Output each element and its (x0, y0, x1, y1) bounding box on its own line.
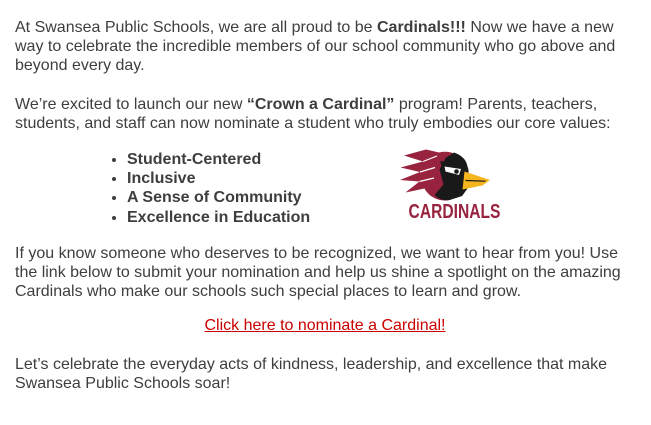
launch-paragraph (15, 95, 635, 133)
cardinals-wordmark: CARDINALS (408, 201, 501, 224)
nominate-link-line (15, 316, 635, 335)
list-item: • A Sense of Community (127, 188, 398, 207)
launch-text-before: We’re excited to launch our new (15, 95, 247, 113)
intro-text-before: At Swansea Public Schools, we are all proud to be (15, 19, 377, 36)
beak-mouth-line (466, 181, 486, 182)
list-item: • Excellence in Education (127, 208, 398, 227)
intro-text-bold: Cardinals!!! (376, 19, 466, 36)
intro-text-after: Now we have a new way to celebrate the incredible members of our school community who go above and beyond every day. (15, 19, 616, 75)
cardinal-head-icon (399, 147, 493, 202)
list-item: • Inclusive (127, 169, 398, 188)
nominate-link[interactable]: Click here to nominate a Cardinal! (204, 317, 446, 335)
core-values-row (15, 150, 635, 227)
intro-paragraph (15, 18, 635, 76)
launch-text-bold: “Crown a Cardinal” (246, 95, 395, 113)
cardinal-pupil (454, 169, 459, 174)
cardinals-logo (398, 147, 501, 224)
list-item: • Student-Centered (127, 150, 398, 169)
recognize-paragraph: If you know someone who deserves to be recognized, we want to hear from you! Use the link below to submit your nomination and help us shine a spotlight on the amazing Cardinals who make our schools such special places to learn and grow. (15, 244, 621, 301)
launch-text-after: program! Parents, teachers, students, and staff can now nominate a student who truly embodies our core values: (15, 95, 611, 132)
core-values-list (15, 150, 398, 227)
closing-paragraph: Let’s celebrate the everyday acts of kindness, leadership, and excellence that make Swansea Public Schools soar! (15, 355, 608, 392)
